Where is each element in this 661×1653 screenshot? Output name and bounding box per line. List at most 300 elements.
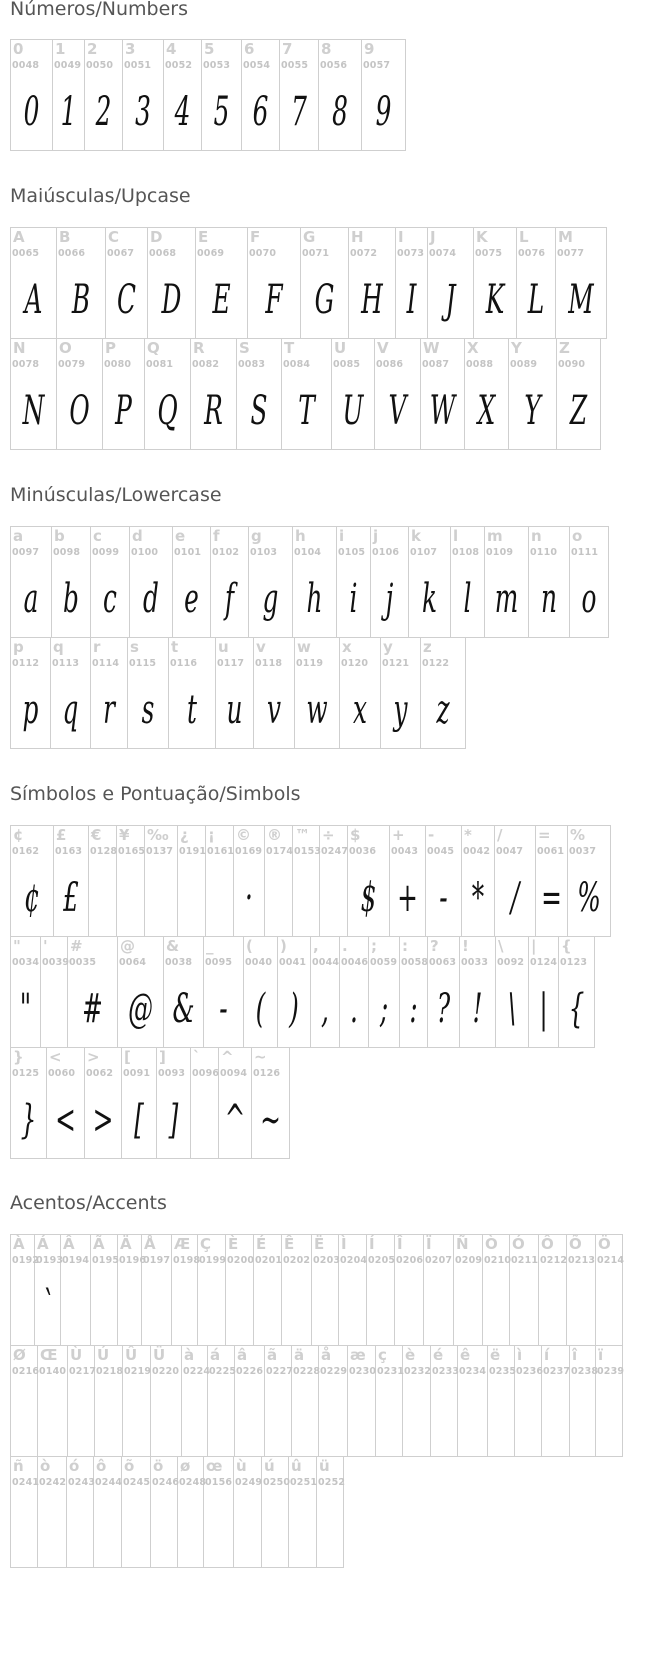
glyph-char-label: € bbox=[91, 826, 102, 844]
glyph-preview bbox=[43, 1495, 60, 1563]
glyph-cell bbox=[208, 1346, 235, 1456]
glyph-cell bbox=[122, 1457, 151, 1567]
glyph-preview: @ bbox=[128, 986, 153, 1032]
glyph-code-label: 0212 bbox=[540, 1255, 568, 1266]
glyph-preview bbox=[259, 1273, 276, 1341]
glyph-char-label: Q bbox=[147, 339, 160, 357]
glyph-code-label: 0156 bbox=[205, 1477, 233, 1488]
glyph-preview bbox=[430, 1273, 448, 1341]
glyph-char-label: ï bbox=[598, 1346, 604, 1364]
glyph-preview: m bbox=[494, 576, 519, 622]
glyph-preview: ) bbox=[289, 986, 299, 1032]
glyph-row-numbers-1 bbox=[10, 39, 406, 151]
glyph-code-label: 0037 bbox=[569, 846, 597, 857]
glyph-char-label: T bbox=[284, 339, 295, 357]
glyph-char-label: ) bbox=[280, 937, 287, 955]
glyph-cell bbox=[460, 937, 496, 1047]
glyph-cell bbox=[295, 638, 340, 748]
glyph-char-label: # bbox=[70, 937, 83, 955]
glyph-cell bbox=[421, 638, 466, 748]
glyph-cell bbox=[557, 339, 601, 449]
glyph-cell bbox=[254, 1235, 282, 1345]
glyph-preview bbox=[464, 1384, 482, 1452]
glyph-preview bbox=[210, 1495, 228, 1563]
glyph-char-label: a bbox=[13, 527, 24, 545]
glyph-code-label: 0242 bbox=[39, 1477, 67, 1488]
glyph-char-label: H bbox=[351, 228, 364, 246]
glyph-cell bbox=[89, 826, 117, 936]
glyph-cell bbox=[11, 527, 52, 637]
glyph-preview: P bbox=[115, 388, 132, 434]
glyph-char-label: Ê bbox=[284, 1235, 295, 1253]
glyph-char-label: ó bbox=[69, 1457, 80, 1475]
glyph-cell bbox=[515, 1346, 542, 1456]
glyph-preview bbox=[73, 1384, 89, 1452]
glyph-code-label: 0194 bbox=[62, 1255, 90, 1266]
glyph-char-label: Ü bbox=[153, 1346, 166, 1364]
glyph-char-label: g bbox=[251, 527, 262, 545]
glyph-char-label: À bbox=[13, 1235, 25, 1253]
glyph-cell bbox=[234, 1457, 262, 1567]
glyph-preview bbox=[16, 1495, 32, 1563]
glyph-preview bbox=[270, 864, 287, 932]
glyph-char-label: Ä bbox=[120, 1235, 132, 1253]
glyph-preview: \ bbox=[507, 986, 517, 1032]
glyph-code-label: 0040 bbox=[245, 957, 273, 968]
glyph-char-label: Ñ bbox=[456, 1235, 469, 1253]
glyph-code-label: 0111 bbox=[571, 547, 599, 558]
glyph-code-label: 0045 bbox=[427, 846, 455, 857]
glyph-cell bbox=[242, 40, 280, 150]
glyph-cell bbox=[451, 527, 485, 637]
glyph-cell bbox=[216, 638, 254, 748]
glyph-preview: Y bbox=[524, 388, 541, 434]
glyph-row-symbols-1 bbox=[10, 825, 611, 937]
glyph-char-label: è bbox=[405, 1346, 416, 1364]
glyph-preview: 4 bbox=[174, 89, 191, 135]
glyph-cell bbox=[293, 826, 320, 936]
glyph-cell bbox=[11, 638, 51, 748]
glyph-preview: V bbox=[388, 388, 407, 434]
glyph-cell bbox=[542, 1346, 570, 1456]
glyph-char-label: É bbox=[256, 1235, 267, 1253]
glyph-preview: { bbox=[568, 986, 585, 1032]
glyph-preview bbox=[183, 864, 200, 932]
glyph-code-label: 0063 bbox=[429, 957, 457, 968]
glyph-cell bbox=[485, 527, 529, 637]
glyph-char-label: k bbox=[411, 527, 421, 545]
glyph-code-label: 0248 bbox=[179, 1477, 207, 1488]
glyph-char-label: Á bbox=[37, 1235, 49, 1253]
glyph-code-label: 0209 bbox=[455, 1255, 483, 1266]
glyph-char-label: J bbox=[430, 228, 436, 246]
glyph-char-label: { bbox=[561, 937, 572, 955]
glyph-char-label: ® bbox=[267, 826, 282, 844]
glyph-char-label: e bbox=[175, 527, 186, 545]
glyph-char-label: ‰ bbox=[147, 826, 169, 844]
glyph-preview: E bbox=[212, 277, 231, 323]
glyph-preview: ¢ bbox=[24, 875, 40, 921]
glyph-preview: d bbox=[143, 576, 159, 622]
glyph-char-label: ÷ bbox=[322, 826, 335, 844]
glyph-cell bbox=[142, 1235, 172, 1345]
glyph-code-label: 0140 bbox=[39, 1366, 67, 1377]
glyph-char-label: Â bbox=[63, 1235, 75, 1253]
glyph-cell bbox=[428, 937, 460, 1047]
glyph-preview: ? bbox=[436, 986, 451, 1032]
glyph-code-label: 0098 bbox=[53, 547, 81, 558]
glyph-code-label: 0082 bbox=[192, 359, 220, 370]
glyph-cell bbox=[128, 638, 169, 748]
glyph-cell bbox=[428, 228, 474, 338]
glyph-preview: G bbox=[314, 277, 335, 323]
glyph-cell bbox=[51, 638, 91, 748]
glyph-cell bbox=[106, 228, 148, 338]
glyph-cell bbox=[390, 826, 426, 936]
glyph-code-label: 0195 bbox=[92, 1255, 120, 1266]
glyph-cell bbox=[568, 826, 611, 936]
glyph-char-label: q bbox=[53, 638, 64, 656]
glyph-cell bbox=[173, 527, 211, 637]
glyph-cell bbox=[483, 1235, 510, 1345]
glyph-char-label: . bbox=[342, 937, 348, 955]
glyph-preview: = bbox=[541, 875, 562, 921]
glyph-char-label: ô bbox=[96, 1457, 107, 1475]
glyph-code-label: 0036 bbox=[349, 846, 377, 857]
glyph-cell bbox=[11, 228, 57, 338]
glyph-code-label: 0070 bbox=[249, 248, 277, 259]
glyph-char-label: u bbox=[218, 638, 229, 656]
glyph-preview bbox=[459, 1273, 476, 1341]
glyph-cell bbox=[47, 1048, 85, 1158]
glyph-preview bbox=[183, 1495, 199, 1563]
glyph-char-label: Ë bbox=[314, 1235, 325, 1253]
glyph-char-label: Ö bbox=[598, 1235, 611, 1253]
glyph-char-label: X bbox=[467, 339, 479, 357]
glyph-preview: Z bbox=[569, 388, 588, 434]
glyph-preview: R bbox=[204, 388, 223, 434]
glyph-preview bbox=[99, 1495, 116, 1563]
glyph-char-label: R bbox=[193, 339, 205, 357]
glyph-code-label: 0039 bbox=[42, 957, 70, 968]
glyph-char-label: 5 bbox=[204, 40, 215, 58]
glyph-code-label: 0238 bbox=[571, 1366, 599, 1377]
glyph-char-label: p bbox=[13, 638, 24, 656]
glyph-cell bbox=[319, 1346, 348, 1456]
glyph-code-label: 0126 bbox=[253, 1068, 281, 1079]
glyph-preview: . bbox=[350, 986, 358, 1032]
glyph-code-label: 0122 bbox=[422, 658, 450, 669]
glyph-char-label: t bbox=[171, 638, 179, 656]
glyph-row-lowercase-1 bbox=[10, 526, 609, 638]
glyph-char-label: D bbox=[150, 228, 163, 246]
glyph-code-label: 0123 bbox=[560, 957, 588, 968]
glyph-code-label: 0061 bbox=[537, 846, 565, 857]
glyph-code-label: 0084 bbox=[283, 359, 311, 370]
glyph-char-label: L bbox=[519, 228, 529, 246]
glyph-cell bbox=[282, 1235, 312, 1345]
glyph-preview: ^ bbox=[224, 1097, 246, 1143]
glyph-preview: 3 bbox=[135, 89, 151, 135]
glyph-code-label: 0087 bbox=[422, 359, 450, 370]
glyph-preview bbox=[575, 1384, 591, 1452]
glyph-cell bbox=[226, 1235, 254, 1345]
glyph-code-label: 0067 bbox=[107, 248, 135, 259]
glyph-code-label: 0235 bbox=[489, 1366, 517, 1377]
glyph-cell bbox=[219, 1048, 252, 1158]
glyph-cell bbox=[265, 1346, 292, 1456]
glyph-preview: W bbox=[429, 388, 456, 434]
glyph-code-label: 0091 bbox=[123, 1068, 151, 1079]
glyph-cell bbox=[248, 228, 301, 338]
glyph-preview: i bbox=[349, 576, 358, 622]
glyph-preview: o bbox=[581, 576, 597, 622]
glyph-code-label: 0163 bbox=[55, 846, 83, 857]
glyph-char-label: ¿ bbox=[180, 826, 189, 844]
glyph-char-label: ø bbox=[180, 1457, 191, 1475]
glyph-code-label: 0121 bbox=[382, 658, 410, 669]
glyph-cell bbox=[426, 826, 462, 936]
glyph-char-label: + bbox=[392, 826, 405, 844]
glyph-code-label: 0224 bbox=[183, 1366, 211, 1377]
glyph-code-label: 0198 bbox=[173, 1255, 201, 1266]
glyph-code-label: 0231 bbox=[377, 1366, 405, 1377]
glyph-char-label: \ bbox=[498, 937, 504, 955]
glyph-code-label: 0243 bbox=[68, 1477, 96, 1488]
glyph-preview bbox=[100, 1384, 117, 1452]
glyph-preview: , bbox=[321, 986, 329, 1032]
glyph-char-label: O bbox=[59, 339, 72, 357]
glyph-preview: s bbox=[141, 687, 155, 733]
glyph-char-label: l bbox=[453, 527, 459, 545]
glyph-code-label: 0202 bbox=[283, 1255, 311, 1266]
glyph-cell bbox=[596, 1346, 623, 1456]
glyph-char-label: Æ bbox=[174, 1235, 191, 1253]
glyph-char-label: Í bbox=[369, 1235, 375, 1253]
glyph-char-label: ' bbox=[43, 937, 48, 955]
glyph-char-label: Ó bbox=[512, 1235, 525, 1253]
glyph-preview bbox=[16, 1384, 32, 1452]
glyph-code-label: 0050 bbox=[86, 60, 114, 71]
glyph-char-label: õ bbox=[124, 1457, 135, 1475]
glyph-code-label: 0245 bbox=[123, 1477, 151, 1488]
glyph-code-label: 0105 bbox=[338, 547, 366, 558]
glyph-cell bbox=[278, 937, 311, 1047]
glyph-preview: e bbox=[184, 576, 199, 622]
glyph-cell bbox=[202, 40, 242, 150]
glyph-code-label: 0174 bbox=[266, 846, 294, 857]
glyph-preview: - bbox=[439, 875, 448, 921]
glyph-code-label: 0115 bbox=[129, 658, 157, 669]
glyph-char-label: ù bbox=[236, 1457, 247, 1475]
glyph-code-label: 0055 bbox=[281, 60, 309, 71]
glyph-preview: 7 bbox=[291, 89, 307, 135]
glyph-char-label: V bbox=[377, 339, 389, 357]
glyph-preview: ` bbox=[41, 1284, 54, 1330]
glyph-code-label: 0064 bbox=[119, 957, 147, 968]
glyph-char-label: å bbox=[321, 1346, 332, 1364]
section-title-lowercase: Minúsculas/Lowercase bbox=[10, 484, 222, 506]
glyph-cell bbox=[11, 1346, 38, 1456]
glyph-char-label: © bbox=[236, 826, 251, 844]
glyph-cell bbox=[567, 1235, 596, 1345]
glyph-preview bbox=[239, 1495, 256, 1563]
glyph-cell bbox=[337, 527, 371, 637]
glyph-code-label: 0049 bbox=[54, 60, 82, 71]
glyph-char-label: 2 bbox=[87, 40, 98, 58]
glyph-code-label: 0109 bbox=[486, 547, 514, 558]
glyph-cell bbox=[145, 339, 191, 449]
glyph-char-label: 1 bbox=[55, 40, 66, 58]
glyph-char-label: / bbox=[497, 826, 503, 844]
glyph-preview: z bbox=[436, 687, 450, 733]
glyph-preview: b bbox=[63, 576, 79, 622]
glyph-preview: g bbox=[262, 576, 279, 622]
glyph-cell bbox=[211, 527, 249, 637]
glyph-code-label: 0250 bbox=[263, 1477, 291, 1488]
glyph-code-label: 0047 bbox=[496, 846, 524, 857]
glyph-char-label: s bbox=[130, 638, 139, 656]
glyph-code-label: 0033 bbox=[461, 957, 489, 968]
glyph-preview bbox=[288, 1273, 306, 1341]
glyph-preview: ( bbox=[255, 986, 266, 1032]
glyph-char-label: Ô bbox=[541, 1235, 554, 1253]
glyph-cell bbox=[11, 826, 54, 936]
glyph-preview bbox=[187, 1384, 203, 1452]
glyph-preview bbox=[317, 1273, 333, 1341]
glyph-cell bbox=[123, 40, 164, 150]
glyph-cell bbox=[376, 1346, 403, 1456]
glyph-preview: ; bbox=[379, 986, 389, 1032]
glyph-cell bbox=[362, 40, 406, 150]
glyph-code-label: 0095 bbox=[205, 957, 233, 968]
glyph-char-label: F bbox=[250, 228, 261, 246]
glyph-cell bbox=[465, 339, 509, 449]
glyph-preview: £ bbox=[63, 875, 79, 921]
glyph-code-label: 0080 bbox=[104, 359, 132, 370]
glyph-code-label: 0227 bbox=[266, 1366, 294, 1377]
glyph-char-label: C bbox=[108, 228, 120, 246]
glyph-code-label: 0041 bbox=[279, 957, 307, 968]
glyph-code-label: 0058 bbox=[401, 957, 429, 968]
glyph-preview: L bbox=[527, 277, 545, 323]
glyph-char-label: 9 bbox=[364, 40, 375, 58]
glyph-cell bbox=[254, 638, 295, 748]
glyph-code-label: 0236 bbox=[516, 1366, 544, 1377]
glyph-preview bbox=[270, 1384, 286, 1452]
glyph-preview bbox=[544, 1273, 561, 1341]
glyph-cell bbox=[539, 1235, 567, 1345]
glyph-code-label: 0079 bbox=[58, 359, 86, 370]
glyph-code-label: 0205 bbox=[368, 1255, 396, 1266]
glyph-char-label: 4 bbox=[166, 40, 177, 58]
glyph-char-label: ; bbox=[371, 937, 377, 955]
glyph-code-label: 0169 bbox=[235, 846, 263, 857]
glyph-code-label: 0207 bbox=[425, 1255, 453, 1266]
glyph-preview: U bbox=[342, 388, 364, 434]
glyph-cell bbox=[509, 339, 557, 449]
section-title-upcase: Maiúsculas/Upcase bbox=[10, 185, 191, 207]
glyph-cell bbox=[265, 826, 293, 936]
glyph-char-label: B bbox=[59, 228, 71, 246]
glyph-char-label: G bbox=[303, 228, 316, 246]
glyph-code-label: 0100 bbox=[131, 547, 159, 558]
glyph-preview: 2 bbox=[95, 89, 112, 135]
glyph-cell bbox=[191, 1048, 219, 1158]
glyph-cell bbox=[204, 937, 244, 1047]
glyph-code-label: 0038 bbox=[165, 957, 193, 968]
glyph-cell bbox=[367, 1235, 395, 1345]
glyph-preview: ! bbox=[472, 986, 483, 1032]
glyph-cell bbox=[95, 1346, 123, 1456]
glyph-code-label: 0053 bbox=[203, 60, 231, 71]
glyph-code-label: 0057 bbox=[363, 60, 391, 71]
glyph-code-label: 0104 bbox=[294, 547, 322, 558]
glyph-char-label: d bbox=[132, 527, 143, 545]
glyph-code-label: 0035 bbox=[69, 957, 97, 968]
glyph-cell bbox=[206, 826, 234, 936]
section-title-numbers: Números/Numbers bbox=[10, 0, 188, 20]
glyph-preview: * bbox=[471, 875, 485, 921]
glyph-preview bbox=[297, 1384, 313, 1452]
glyph-code-label: 0044 bbox=[312, 957, 340, 968]
glyph-char-label: S bbox=[239, 339, 250, 357]
glyph-code-label: 0232 bbox=[404, 1366, 432, 1377]
glyph-char-label: = bbox=[538, 826, 551, 844]
glyph-char-label: ú bbox=[264, 1457, 275, 1475]
glyph-preview: / bbox=[510, 875, 520, 921]
glyph-code-label: 0203 bbox=[313, 1255, 341, 1266]
glyph-preview bbox=[381, 1384, 397, 1452]
glyph-char-label: ã bbox=[267, 1346, 278, 1364]
glyph-code-label: 0062 bbox=[86, 1068, 114, 1079]
glyph-preview bbox=[372, 1273, 389, 1341]
glyph-code-label: 0197 bbox=[143, 1255, 171, 1266]
glyph-char-label: _ bbox=[206, 937, 214, 955]
glyph-preview: - bbox=[219, 986, 228, 1032]
glyph-cell bbox=[396, 228, 428, 338]
glyph-char-label: Œ bbox=[40, 1346, 58, 1364]
glyph-code-label: 0218 bbox=[96, 1366, 124, 1377]
glyph-cell bbox=[38, 1346, 68, 1456]
glyph-cell bbox=[103, 339, 145, 449]
glyph-char-label: ñ bbox=[13, 1457, 24, 1475]
glyph-preview: 1 bbox=[60, 89, 77, 135]
glyph-preview bbox=[157, 1384, 176, 1452]
glyph-preview bbox=[325, 864, 342, 932]
glyph-char-label: M bbox=[558, 228, 573, 246]
glyph-cell bbox=[320, 826, 348, 936]
glyph-preview: < bbox=[55, 1097, 76, 1143]
glyph-char-label: c bbox=[93, 527, 102, 545]
glyph-char-label: E bbox=[198, 228, 209, 246]
glyph-code-label: 0237 bbox=[543, 1366, 571, 1377]
glyph-preview bbox=[94, 864, 111, 932]
glyph-preview: C bbox=[117, 277, 136, 323]
glyph-char-label: Ú bbox=[97, 1346, 110, 1364]
glyph-cell bbox=[68, 937, 118, 1047]
glyph-char-label: ( bbox=[246, 937, 253, 955]
glyph-cell bbox=[529, 527, 570, 637]
glyph-cell bbox=[145, 826, 178, 936]
glyph-code-label: 0110 bbox=[530, 547, 558, 558]
glyph-cell bbox=[570, 1346, 599, 1456]
glyph-code-label: 0101 bbox=[174, 547, 202, 558]
glyph-code-label: 0226 bbox=[236, 1366, 264, 1377]
glyph-preview bbox=[436, 1384, 452, 1452]
glyph-cell bbox=[596, 1235, 623, 1345]
glyph-cell bbox=[409, 527, 451, 637]
